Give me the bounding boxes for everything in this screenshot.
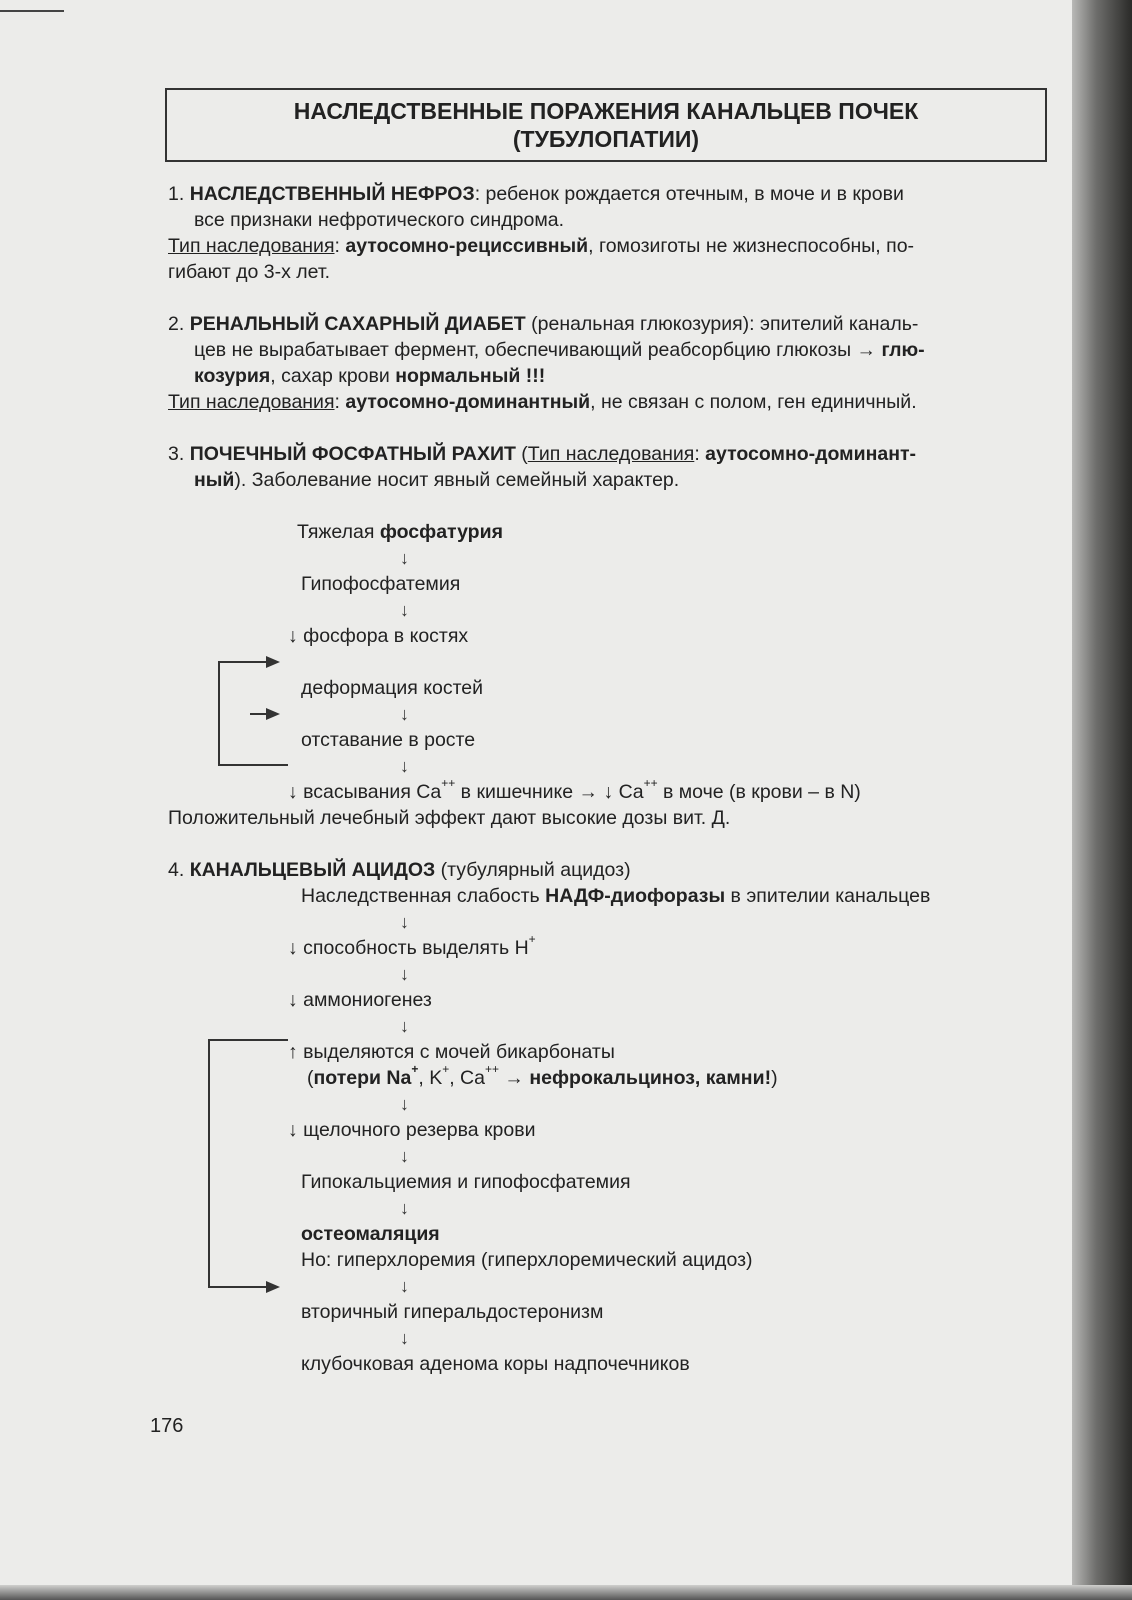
bracket-4-vertical-line [208,1039,210,1288]
section-text: , сахар крови [270,365,396,387]
flow-4-step-2 [288,932,536,961]
down-arrow-icon: ↓ [400,1094,409,1114]
section-text-bold: глю- [881,339,925,361]
flow-4-step-6: ↓ щелочного резерва крови [288,1119,536,1141]
step-text: в кишечнике → ↓ Ca [455,781,644,803]
down-arrow-icon: ↓ [400,600,409,620]
section-number: 3. [168,443,185,465]
bracket-top-line [218,661,268,663]
down-arrow-icon: ↓ [400,704,409,724]
colon: : [334,235,340,257]
step-text: ↓ способность выделять H [288,937,529,959]
page-bottom-shadow [0,1585,1132,1600]
superscript: + [411,1062,419,1076]
section-heading: ПОЧЕЧНЫЙ ФОСФАТНЫЙ РАХИТ [189,443,516,465]
flow-4-step-3: ↓ аммониогенез [288,989,432,1011]
paren-close: ) [771,1067,778,1089]
step-text-bold: нефрокальциноз, камни! [529,1067,772,1089]
section-heading: НАСЛЕДСТВЕННЫЙ НЕФРОЗ [189,183,475,205]
flow-4-step-5 [307,1062,778,1091]
section-1-line-2: все признаки нефротического синдрома. [194,209,565,231]
step-text: Тяжелая [297,521,380,543]
right-arrowhead-icon [266,708,280,720]
step-text-bold: НАДФ-диофоразы [545,885,726,907]
section-number: 4. [168,859,185,881]
section-2-inheritance [168,389,917,415]
superscript: ++ [441,776,456,790]
flow-3-step-4: деформация костей [301,677,484,699]
inheritance-rest: , гомозиготы не жизнеспособны, по- [588,235,915,257]
step-text: ↓ всасывания Ca [288,781,442,803]
right-arrowhead-icon [266,1281,280,1293]
step-text: в эпителии канальцев [725,885,931,907]
corner-rule [0,10,64,12]
step-text-bold: потери Na [313,1067,412,1089]
step-text: , Ca [449,1067,485,1089]
flow-4-step-4: ↑ выделяются с мочей бикарбонаты [288,1041,615,1063]
page-number: 176 [150,1415,184,1437]
flow-4-step-7: Гипокальциемия и гипофосфатемия [301,1171,631,1193]
step-text-bold: фосфатурия [379,521,503,543]
bracket-vertical-line [218,661,220,765]
section-text-bold: козурия [194,365,271,387]
step-text: в моче (в крови – в N) [657,781,861,803]
flow-4-step-1 [301,883,930,909]
section-text: цев не вырабатывает фермент, обеспечивающий реабсорбцию глюкозы → [194,339,882,361]
title-line-2: (ТУБУЛОПАТИИ) [512,126,700,152]
step-text: Наследственная слабость [301,885,546,907]
step-text: , K [418,1067,443,1089]
inheritance-value: аутосомно-доминант- [699,443,917,465]
inheritance-label: Тип наследования [527,443,695,465]
flow-4-step-11: клубочковая аденома коры надпочечников [301,1353,690,1375]
flow-3-step-2: Гипофосфатемия [301,573,461,595]
section-text: : ребенок рождается отечным, в моче и в крови [474,183,904,205]
superscript: + [528,932,536,946]
flow-4-step-9: Но: гиперхлоремия (гиперхлоремический ацидоз) [301,1249,753,1271]
down-arrow-icon: ↓ [400,1198,409,1218]
bracket-4-top-line [208,1039,288,1041]
section-text-bold: нормальный !!! [395,365,546,387]
section-1-line-1 [168,181,904,207]
down-arrow-icon: ↓ [400,1016,409,1036]
flow-3-step-1 [297,519,503,545]
section-text: ). Заболевание носит явный семейный характер. [234,469,680,491]
colon: : [334,391,340,413]
section-2-line-1 [168,311,918,337]
section-heading: РЕНАЛЬНЫЙ САХАРНЫЙ ДИАБЕТ [189,313,526,335]
flow-3-step-5: отставание в росте [301,729,476,751]
colon: : [694,443,700,465]
down-arrow-icon: ↓ [400,912,409,932]
down-arrow-icon: ↓ [400,1276,409,1296]
inheritance-rest: , не связан с полом, ген единичный. [590,391,917,413]
superscript: + [442,1062,450,1076]
section-3-note: Положительный лечебный эффект дают высокие дозы вит. Д. [168,807,731,829]
section-2-line-2 [194,337,925,363]
down-arrow-icon: ↓ [400,1328,409,1348]
inheritance-label: Тип наследования [168,235,335,257]
section-heading: КАНАЛЬЦЕВЫЙ АЦИДОЗ [189,859,436,881]
title-line-1: НАСЛЕДСТВЕННЫЕ ПОРАЖЕНИЯ КАНАЛЬЦЕВ ПОЧЕК [293,98,919,124]
flow-3-step-3: ↓ фосфора в костях [288,625,469,647]
paren-open: ( [307,1067,314,1089]
down-arrow-icon: ↓ [400,548,409,568]
section-2-line-3 [194,363,545,389]
paren-open: ( [515,443,528,465]
section-number: 2. [168,313,185,335]
flow-4-step-8: остеомаляция [301,1223,440,1245]
superscript: ++ [643,776,658,790]
step-text: → [499,1067,530,1089]
inheritance-label: Тип наследования [168,391,335,413]
bracket-4-bottom-line [208,1286,268,1288]
down-arrow-icon: ↓ [400,964,409,984]
section-1-inheritance-line-2: гибают до 3-х лет. [168,261,331,283]
inheritance-value: аутосомно-рециссивный [345,235,589,257]
inheritance-value: аутосомно-доминантный [345,391,591,413]
section-3-line-2 [194,467,679,493]
superscript: ++ [484,1062,499,1076]
page-binding-shadow [1072,0,1132,1600]
section-4-line-1 [168,857,631,883]
page-title [165,88,1047,162]
section-number: 1. [168,183,185,205]
bracket-bottom-line [218,764,288,766]
section-1-inheritance [168,233,914,259]
flow-3-step-6 [288,776,861,805]
right-arrowhead-icon [266,656,280,668]
section-text: (тубулярный ацидоз) [435,859,631,881]
section-text: (ренальная глюкозурия): эпителий каналь- [525,313,919,335]
down-arrow-icon: ↓ [400,756,409,776]
section-3-line-1 [168,441,916,467]
inheritance-value: ный [194,469,235,491]
down-arrow-icon: ↓ [400,1146,409,1166]
flow-4-step-10: вторичный гиперальдостеронизм [301,1301,604,1323]
